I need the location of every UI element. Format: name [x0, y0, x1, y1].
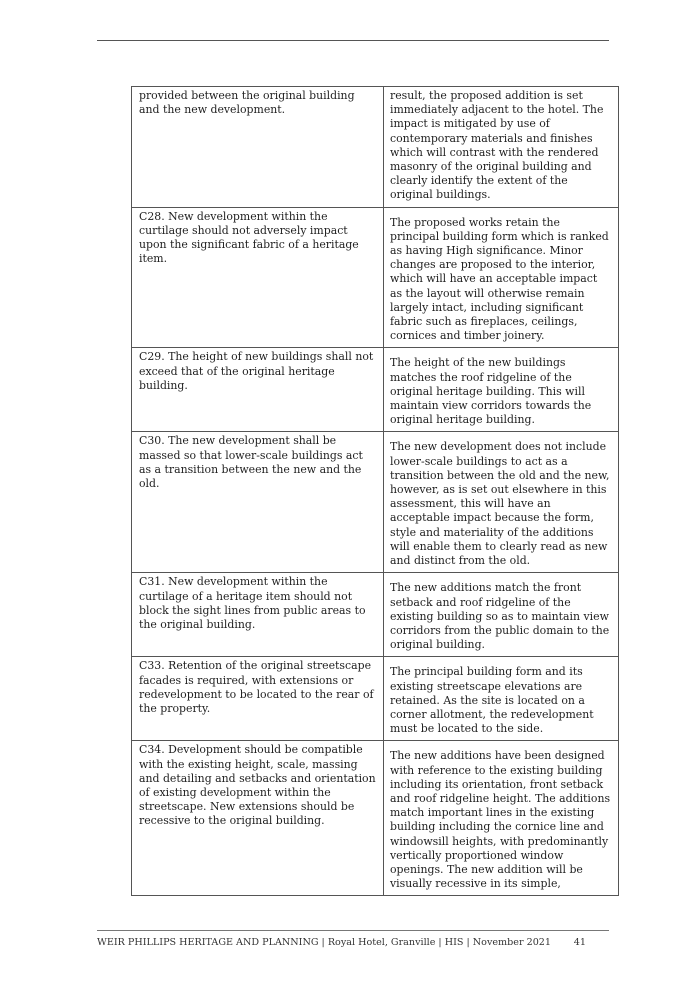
- header-rule: [97, 40, 609, 41]
- footer-rule: [97, 930, 609, 931]
- control-cell: C31. New development within the curtilage of a heritage item should not block the sight lines from public areas to the original building.: [132, 573, 384, 657]
- control-cell: C29. The height of new buildings shall not exceed that of the original heritage building.: [132, 348, 384, 432]
- response-cell: The new additions have been designed with reference to the existing building including its orientation, front setback and roof ridgeline height. The additions match important lines in the existing building including the cornice line and windowsill heights, with predominantly vertically proportioned window openings. The new addition will be visually recessive in its simple,: [384, 741, 619, 896]
- table-row: [132, 657, 619, 741]
- table-row: [132, 741, 619, 896]
- control-cell: C33. Retention of the original streetscape facades is required, with extensions or redevelopment to be located to the rear of the property.: [132, 657, 384, 741]
- response-cell: The new additions match the front setback and roof ridgeline of the existing building so as to maintain view corridors from the public domain to the original building.: [384, 573, 619, 657]
- table-row: [132, 348, 619, 432]
- response-cell: The height of the new buildings matches the roof ridgeline of the original heritage building. This will maintain view corridors towards the original heritage building.: [384, 348, 619, 432]
- response-cell: The new development does not include lower-scale buildings to act as a transition between the old and the new, however, as is set out elsewhere in this assessment, this will have an acceptable impact because the form, style and materiality of the additions will enable them to clearly read as new and distinct from the old.: [384, 432, 619, 573]
- table-row: [132, 432, 619, 573]
- controls-table: [131, 86, 619, 896]
- response-cell: result, the proposed addition is set immediately adjacent to the hotel. The impact is mitigated by use of contemporary materials and finishes which will contrast with the rendered masonry of the original building and clearly identify the extent of the original buildings.: [384, 87, 619, 208]
- page-number: 41: [573, 937, 586, 948]
- response-cell: The principal building form and its existing streetscape elevations are retained. As the site is located on a corner allotment, the redevelopment must be located to the side.: [384, 657, 619, 741]
- table-row: [132, 573, 619, 657]
- response-cell: The proposed works retain the principal building form which is ranked as having High significance. Minor changes are proposed to the interior, which will have an acceptable impact as the layout will otherwise remain largely intact, including significant fabric such as fireplaces, ceilings, cornices and timber joinery.: [384, 207, 619, 348]
- table-row: [132, 207, 619, 348]
- control-cell: C34. Development should be compatible with the existing height, scale, massing and detailing and setbacks and orientation of existing development within the streetscape. New extensions should be recessive to the original building.: [132, 741, 384, 896]
- control-cell: C30. The new development shall be massed so that lower-scale buildings act as a transition between the new and the old.: [132, 432, 384, 573]
- table-row: [132, 87, 619, 208]
- control-cell: provided between the original building and the new development.: [132, 87, 384, 208]
- control-cell: C28. New development within the curtilage should not adversely impact upon the significant fabric of a heritage item.: [132, 207, 384, 348]
- footer-text: WEIR PHILLIPS HERITAGE AND PLANNING | Royal Hotel, Granville | HIS | November 2021: [97, 937, 552, 948]
